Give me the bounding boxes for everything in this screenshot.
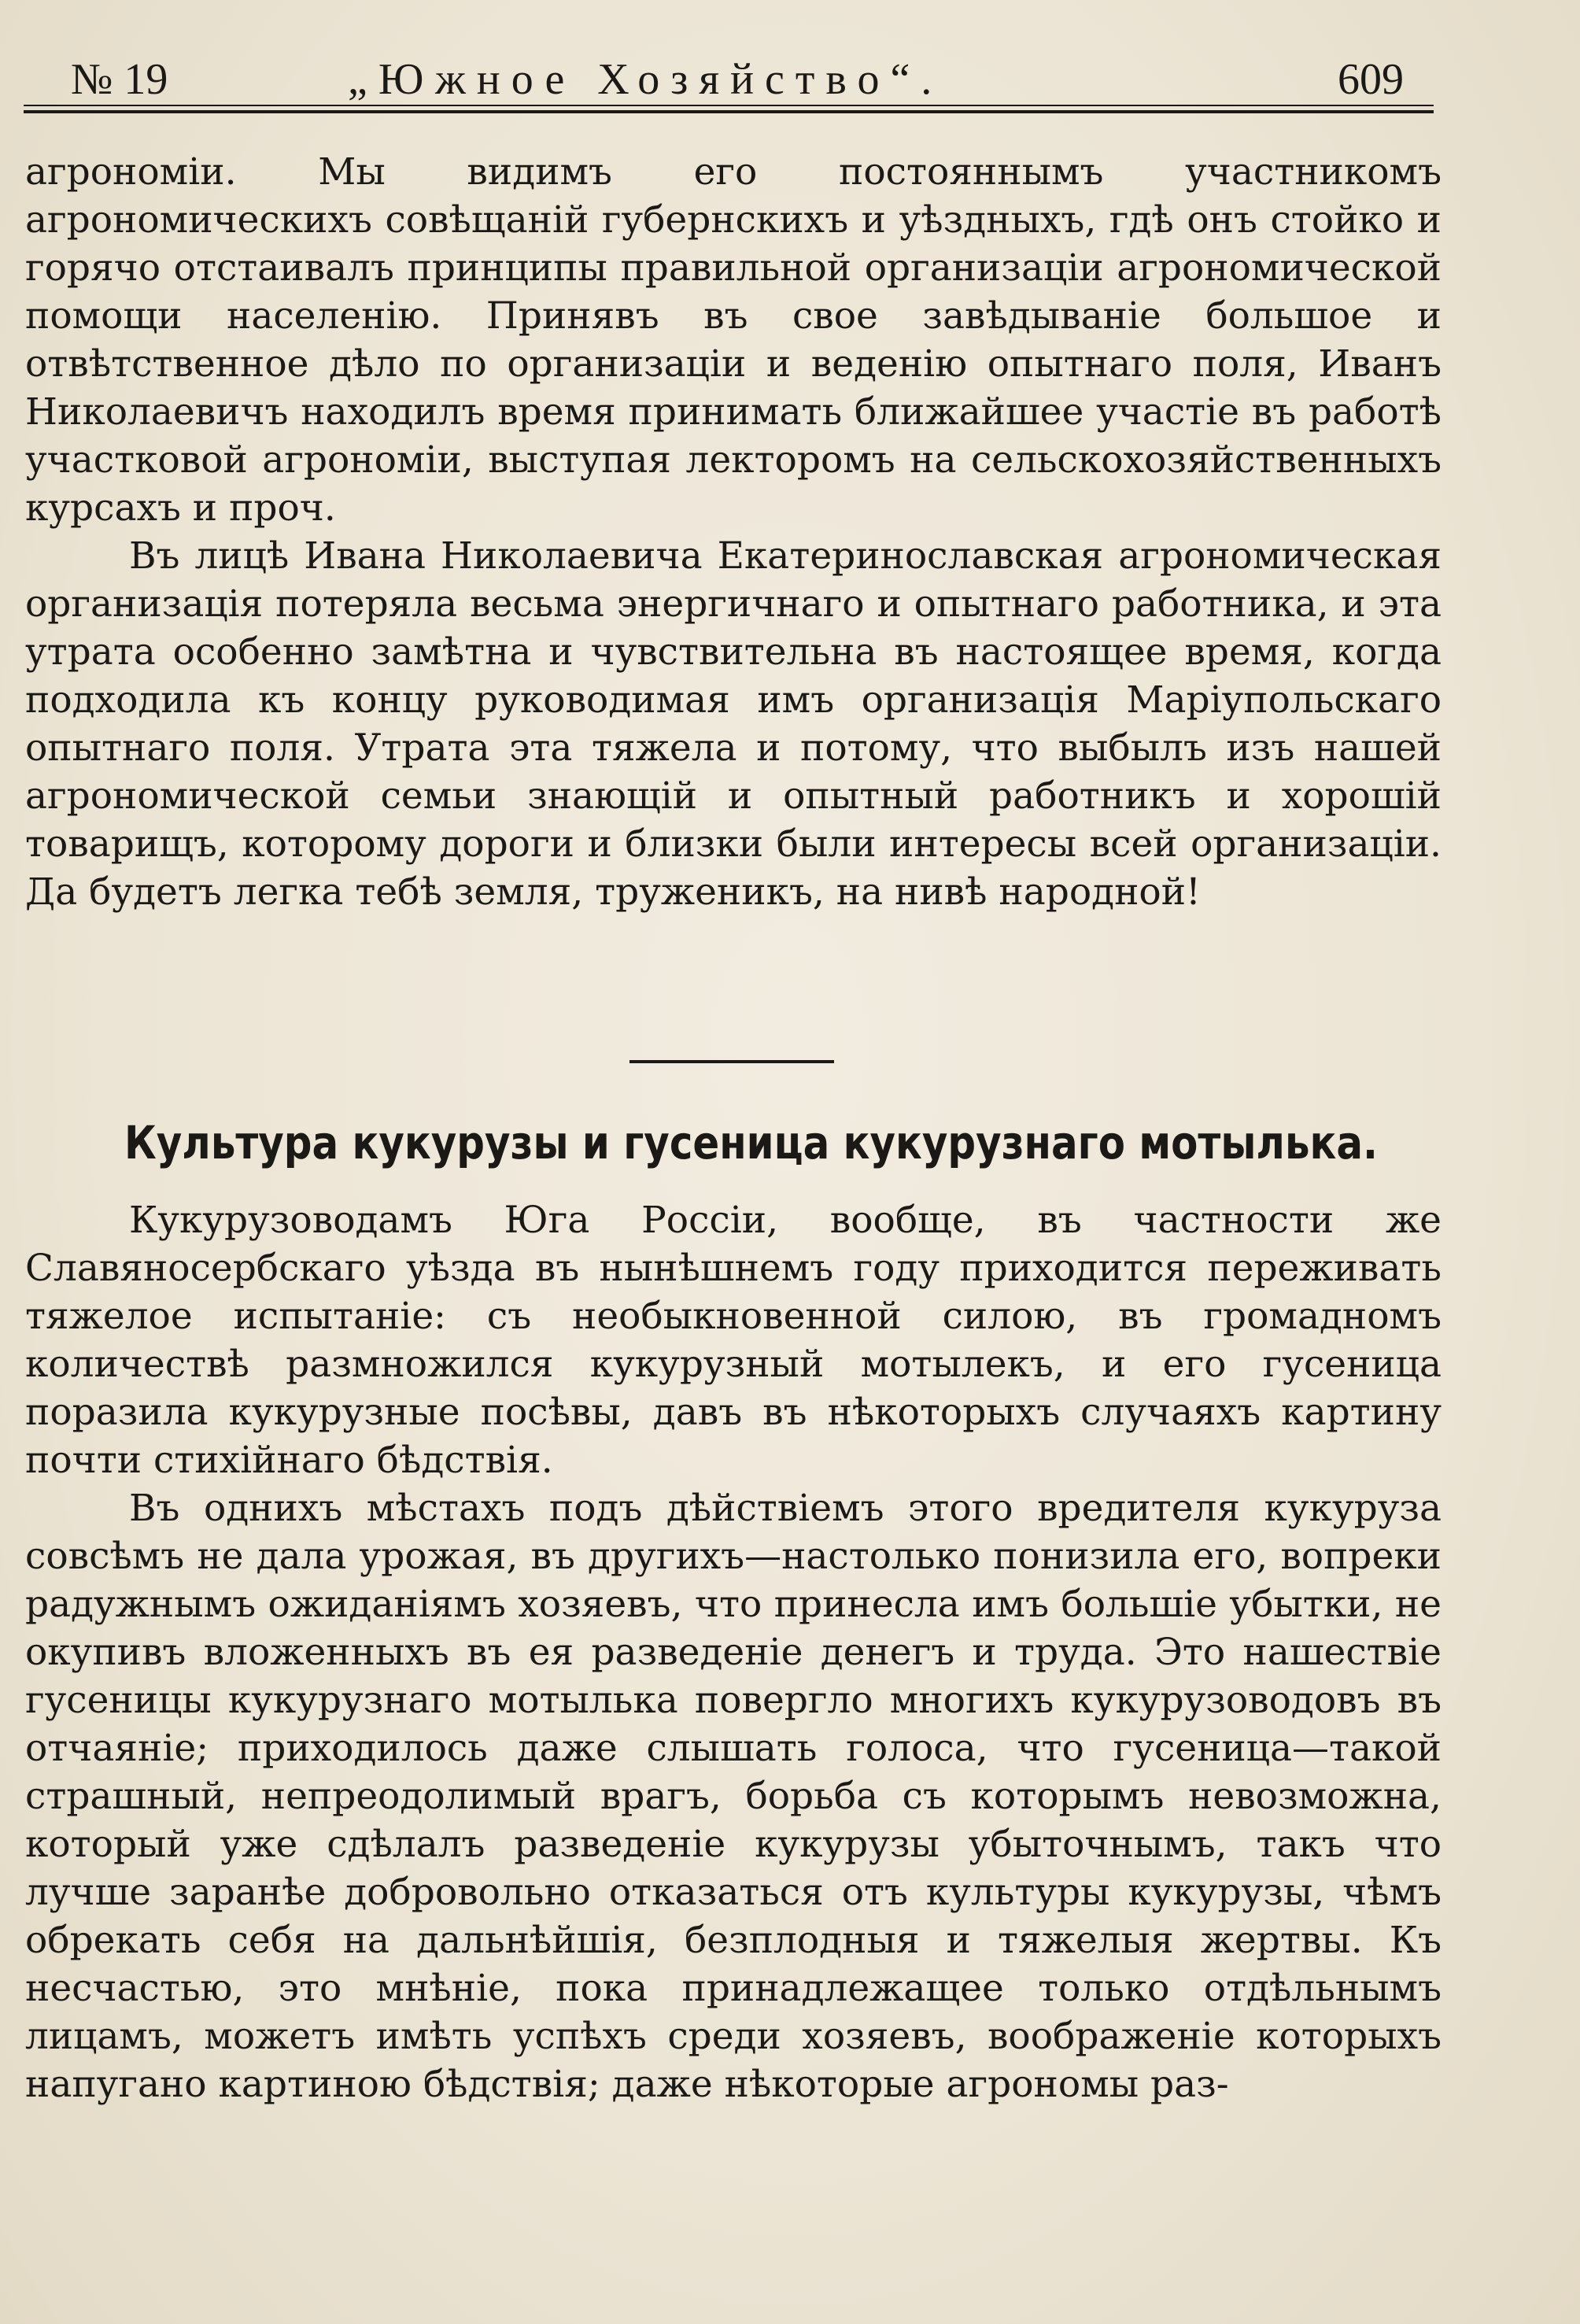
article-text xyxy=(25,1196,1442,2108)
article-title: Культура кукурузы и гусеница кукурузнаго мотылька. xyxy=(124,1116,1378,1169)
running-header xyxy=(25,49,1432,110)
header-rule-thick xyxy=(24,110,1434,113)
paragraph: агрономіи. Мы видимъ его постояннымъ участникомъ агрономическихъ совѣщаній губернскихъ и уѣздныхъ, гдѣ онъ стойко и горячо отстаивалъ принципы правильной организаціи агрономической помощи населенію. Принявъ въ свое завѣдываніе большое и отвѣтственное дѣло по организаціи и веденію опытнаго поля, Иванъ Николаевичъ находилъ время принимать ближайшее участіе въ работѣ участковой агрономіи, выступая лекторомъ на сельскохозяйственныхъ курсахъ и проч. xyxy=(25,150,1442,530)
page-number: 609 xyxy=(1338,55,1404,104)
obituary-text xyxy=(25,148,1442,916)
section-divider xyxy=(629,1060,834,1063)
paragraph: Въ однихъ мѣстахъ подъ дѣйствіемъ этого вредителя кукуруза совсѣмъ не дала урожая, въ другихъ—настолько понизила его, вопреки радужнымъ ожиданіямъ хозяевъ, что принесла имъ большіе убытки, не окупивъ вложенныхъ въ ея разведеніе денегъ и труда. Это нашествіе гусеницы кукурузнаго мотылька повергло многихъ кукурузоводовъ въ отчаяніе; приходилось даже слышать голоса, что гусеница—такой страшный, непреодолимый врагъ, борьба съ которымъ невозможна, который уже сдѣлалъ разведеніе кукурузы убыточнымъ, такъ что лучше заранѣе добровольно отказаться отъ культуры кукурузы, чѣмъ обрекать себя на дальнѣйшія, безплодныя и тяжелыя жертвы. Къ несчастью, это мнѣніе, пока принадлежащее только отдѣльнымъ лицамъ, можетъ имѣть успѣхъ среди хозяевъ, воображеніе которыхъ напугано картиною бѣдствія; даже нѣкоторые агрономы раз- xyxy=(25,1487,1442,2106)
journal-title: „Южное Хозяйство“. xyxy=(348,55,943,104)
header-rule-thin xyxy=(24,105,1434,106)
issue-number: № 19 xyxy=(71,55,168,104)
paragraph: Кукурузоводамъ Юга Россіи, вообще, въ частности же Славяносербскаго уѣзда въ нынѣшнемъ году приходится переживать тяжелое испытаніе: съ необыкновенной силою, въ громадномъ количествѣ размножился кукурузный мотылекъ, и его гусеница поразила кукурузные посѣвы, давъ въ нѣкоторыхъ случаяхъ картину почти стихійнаго бѣдствія. xyxy=(25,1199,1442,1482)
paragraph: Въ лицѣ Ивана Николаевича Екатеринославская агрономическая организація потеряла весьма энергичнаго и опытнаго работника, и эта утрата особенно замѣтна и чувствительна въ настоящее время, когда подходила къ концу руководимая имъ организація Маріупольскаго опытнаго поля. Утрата эта тяжела и потому, что выбылъ изъ нашей агрономической семьи знающій и опытный работникъ и хорошій товарищъ, которому дороги и близки были интересы всей организаціи. Да будетъ легка тебѣ земля, труженикъ, на нивѣ народной! xyxy=(25,534,1442,914)
